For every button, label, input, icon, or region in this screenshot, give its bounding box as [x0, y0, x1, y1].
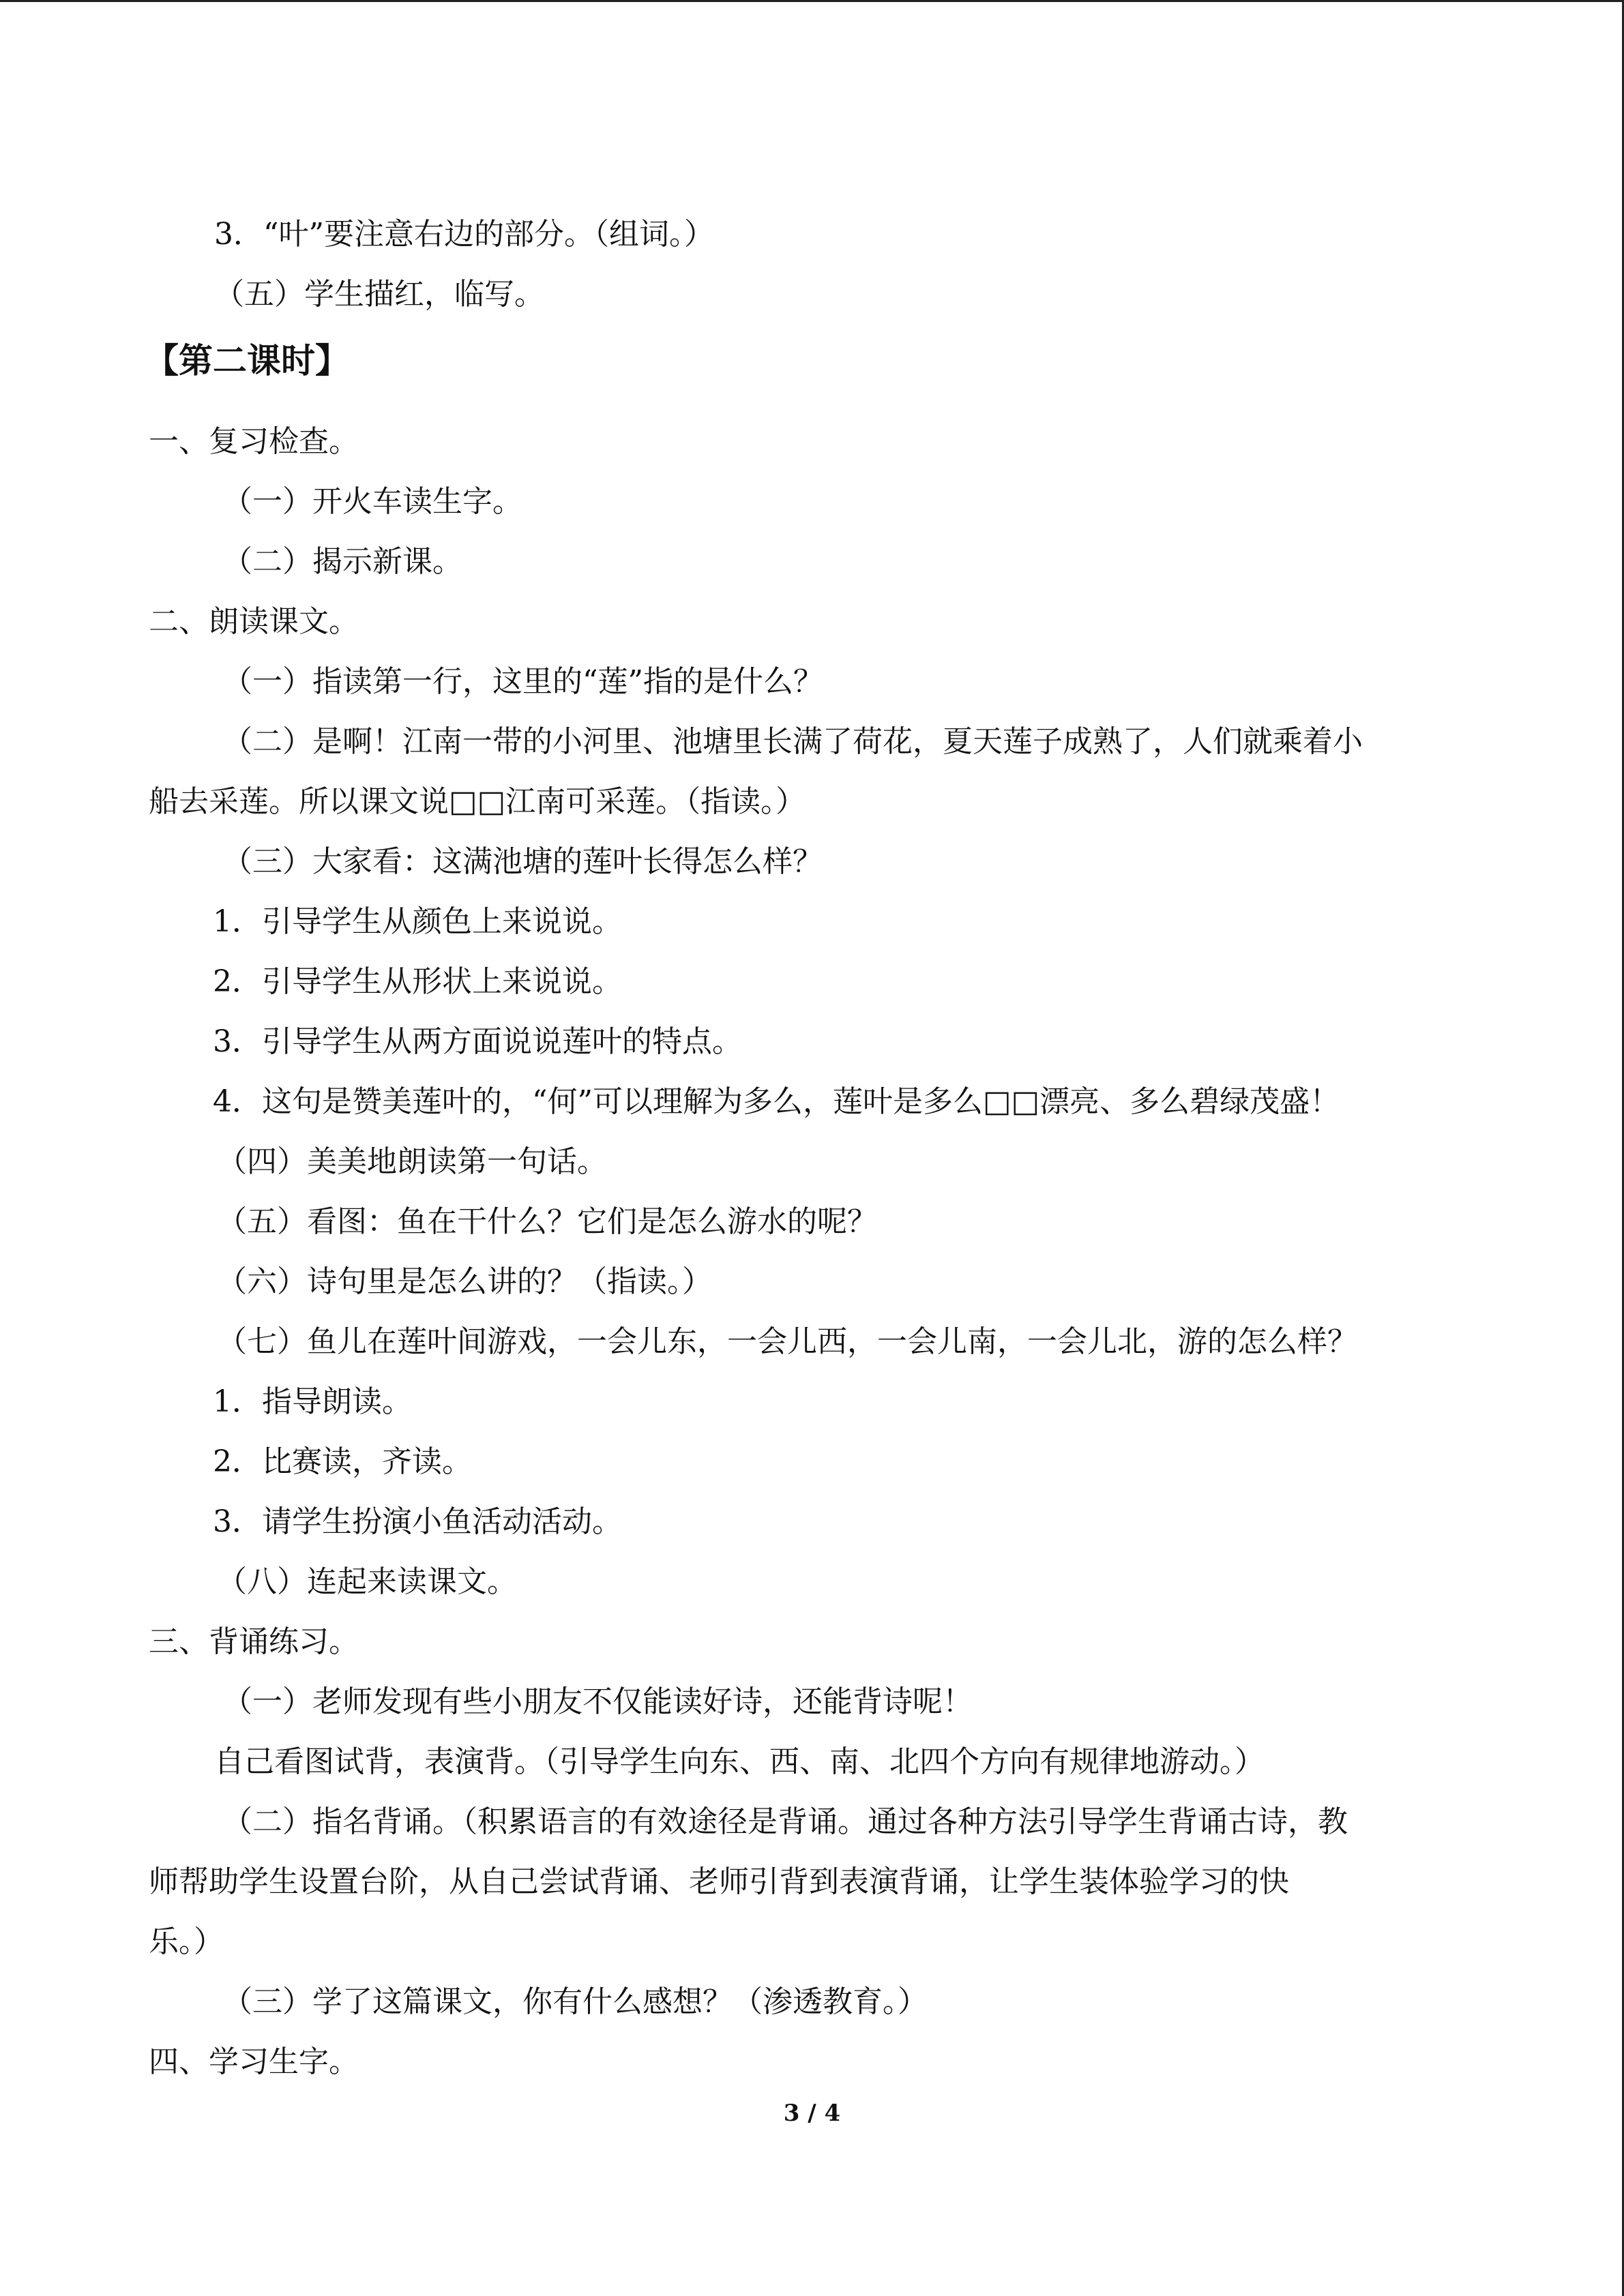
text-line: 一、复习检查。 — [149, 424, 359, 459]
text-line: （七）鱼儿在莲叶间游戏，一会儿东，一会儿西，一会儿南，一会儿北，游的怎么样？ — [217, 1324, 1357, 1359]
text-line: 3．请学生扮演小鱼活动活动。 — [213, 1504, 622, 1539]
text-line: 1．指导朗读。 — [213, 1384, 412, 1419]
text-line: 2．比赛读，齐读。 — [213, 1444, 472, 1479]
text-line: （三）学了这篇课文，你有什么感想？（渗透教育。） — [222, 1984, 928, 2019]
text-line: （六）诗句里是怎么讲的？（指读。） — [217, 1264, 712, 1299]
text-line: 二、朗读课文。 — [149, 604, 359, 639]
text-line: 2．引导学生从形状上来说说。 — [213, 964, 622, 999]
text-line: （一）指读第一行，这里的“莲”指的是什么？ — [222, 664, 823, 699]
text-line: （五）看图：鱼在干什么？它们是怎么游水的呢？ — [217, 1204, 877, 1239]
text-line: （五）学生描红，临写。 — [214, 277, 544, 312]
text-line: 船去采莲。所以课文说□□江南可采莲。（指读。） — [149, 784, 806, 819]
text-line: （四）美美地朗读第一句话。 — [217, 1144, 607, 1179]
page-top-border — [0, 0, 1624, 2]
text-line: （一）开火车读生字。 — [222, 484, 522, 519]
text-line: （二）揭示新课。 — [222, 544, 462, 579]
text-line: 3．引导学生从两方面说说莲叶的特点。 — [213, 1024, 742, 1059]
text-line: 三、背诵练习。 — [149, 1624, 359, 1659]
section-heading: 【第二课时】 — [145, 341, 349, 381]
text-line: 3．“叶”要注意右边的部分。（组词。） — [214, 217, 714, 252]
text-line: （八）连起来读课文。 — [217, 1564, 517, 1599]
text-line: 四、学习生字。 — [149, 2044, 359, 2079]
text-line: 乐。） — [149, 1924, 224, 1959]
text-line: 4．这句是赞美莲叶的，“何”可以理解为多么，莲叶是多么□□漂亮、多么碧绿茂盛！ — [213, 1084, 1340, 1119]
text-line: （一）老师发现有些小朋友不仅能读好诗，还能背诗呢！ — [222, 1684, 973, 1719]
text-line: 自己看图试背，表演背。（引导学生向东、西、南、北四个方向有规律地游动。） — [214, 1744, 1265, 1779]
text-line: 1．引导学生从颜色上来说说。 — [213, 904, 622, 939]
text-line: （二）是啊！江南一带的小河里、池塘里长满了荷花，夏天莲子成熟了，人们就乘着小 — [222, 724, 1363, 759]
text-line: 师帮助学生设置台阶，从自己尝试背诵、老师引背到表演背诵，让学生装体验学习的快 — [149, 1864, 1289, 1899]
page-number: 3 / 4 — [783, 2100, 841, 2127]
text-line: （三）大家看：这满池塘的莲叶长得怎么样？ — [222, 844, 823, 879]
text-line: （二）指名背诵。（积累语言的有效途径是背诵。通过各种方法引导学生背诵古诗，教 — [222, 1804, 1348, 1839]
